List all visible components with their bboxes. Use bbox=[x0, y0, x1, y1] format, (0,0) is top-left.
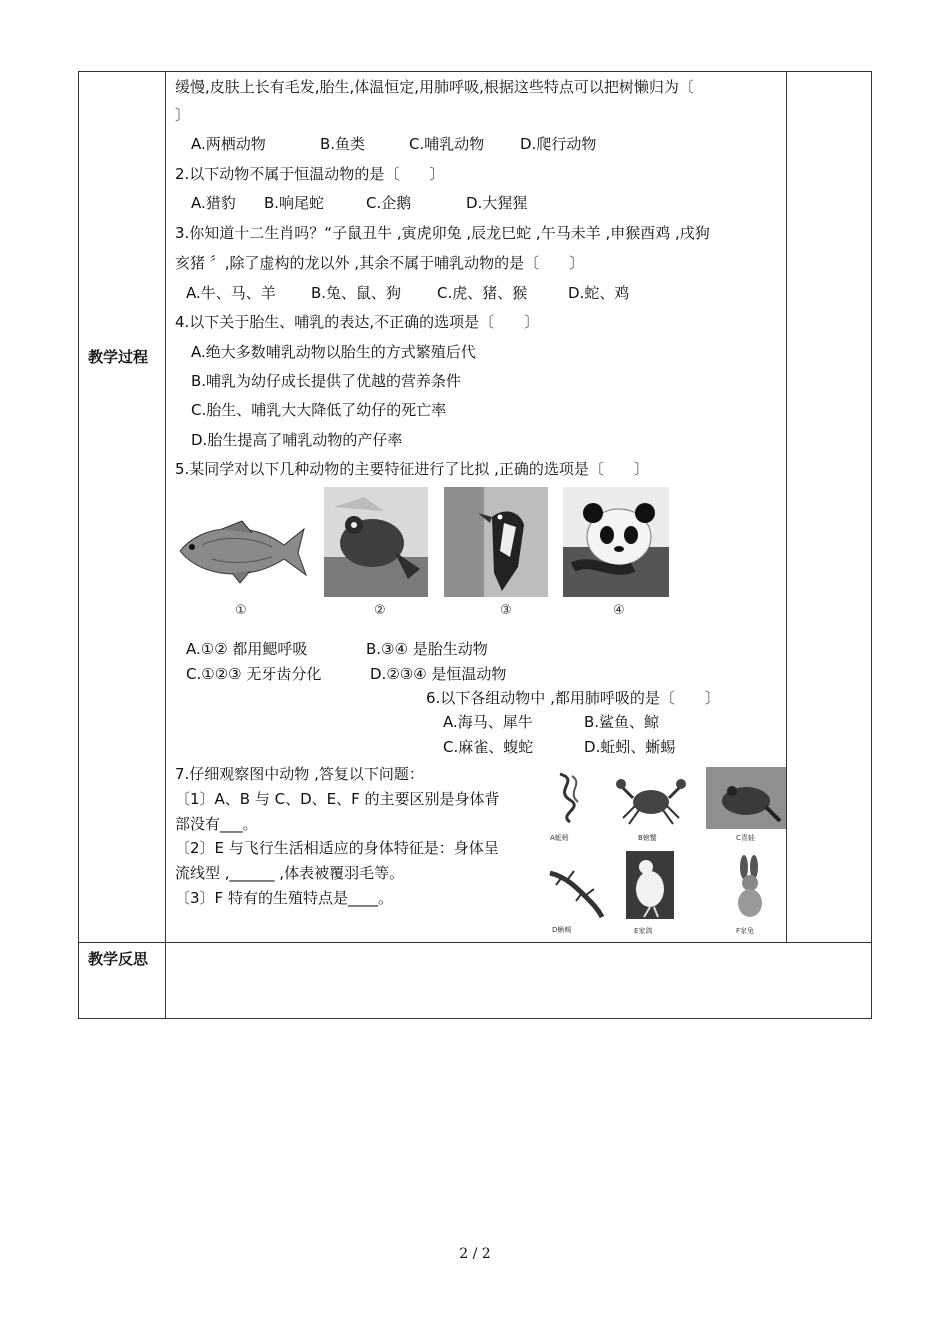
q7-label-e: E家鸽 bbox=[634, 927, 653, 935]
q1-option-b: B.鱼类 bbox=[320, 135, 366, 153]
q1-option-c: C.哺乳动物 bbox=[409, 135, 485, 153]
label-teaching-reflection: 教学反思 bbox=[88, 950, 149, 968]
frog-small-image bbox=[706, 767, 786, 829]
crab-image bbox=[615, 772, 687, 828]
q5-label-2: ② bbox=[374, 603, 386, 618]
rabbit-image bbox=[732, 855, 768, 921]
q2-option-b: B.响尾蛇 bbox=[264, 194, 325, 212]
page-number: 2 / 2 bbox=[459, 1246, 491, 1262]
earthworm-image bbox=[550, 770, 590, 826]
q5-option-a: A.①② 都用鳃呼吸 bbox=[186, 640, 308, 658]
q4-option-d: D.胎生提高了哺乳动物的产仔率 bbox=[191, 431, 403, 449]
q7-label-d: D蜥蜴 bbox=[552, 926, 572, 934]
table-border-left bbox=[78, 71, 79, 1019]
q3-line2: 亥猪 〞,除了虚构的龙以外 ,其余不属于哺乳动物的是〔 〕 bbox=[175, 254, 585, 272]
q6-option-b: B.鲨鱼、鲸 bbox=[584, 713, 660, 731]
q1-line1: 缓慢,皮肤上长有毛发,胎生,体温恒定,用肺呼吸,根据这些特点可以把树懒归为〔 bbox=[175, 78, 694, 96]
q2-option-c: C.企鹅 bbox=[366, 194, 412, 212]
q7-part3: 〔3〕F 特有的生殖特点是____。 bbox=[175, 889, 393, 907]
q3-option-c: C.虎、猪、猴 bbox=[437, 284, 528, 302]
q2-option-a: A.猎豹 bbox=[191, 194, 236, 212]
q3-option-a: A.牛、马、羊 bbox=[186, 284, 276, 302]
q7-part2-line2: 流线型 ,______ ,体表被覆羽毛等。 bbox=[175, 864, 405, 882]
fish-image bbox=[172, 515, 310, 587]
q7-part2-line1: 〔2〕E 与飞行生活相适应的身体特征是：身体呈 bbox=[175, 839, 499, 857]
panda-image bbox=[563, 487, 669, 597]
q2-option-d: D.大猩猩 bbox=[466, 194, 528, 212]
q1-line2: 〕 bbox=[175, 106, 191, 124]
q5-option-b: B.③④ 是胎生动物 bbox=[366, 640, 488, 658]
q3-line1: 3.你知道十二生肖吗？“子鼠丑牛 ,寅虎卯兔 ,辰龙巳蛇 ,午马未羊 ,申猴酉鸡 ,戌狗 bbox=[175, 224, 710, 242]
q4-option-b: B.哺乳为幼仔成长提供了优越的营养条件 bbox=[191, 372, 462, 390]
q4-option-a: A.绝大多数哺乳动物以胎生的方式繁殖后代 bbox=[191, 343, 476, 361]
q1-option-d: D.爬行动物 bbox=[520, 135, 597, 153]
q5-option-d: D.②③④ 是恒温动物 bbox=[370, 665, 507, 683]
table-border-right bbox=[871, 71, 872, 1019]
q2-stem: 2.以下动物不属于恒温动物的是〔 〕 bbox=[175, 165, 445, 183]
q1-option-a: A.两栖动物 bbox=[191, 135, 266, 153]
q7-label-b: B螃蟹 bbox=[638, 834, 657, 842]
q7-stem: 7.仔细观察图中动物 ,答复以下问题： bbox=[175, 765, 424, 783]
table-border-bottom bbox=[78, 1018, 872, 1019]
lizard-image bbox=[546, 863, 604, 919]
q4-option-c: C.胎生、哺乳大大降低了幼仔的死亡率 bbox=[191, 401, 447, 419]
q4-stem: 4.以下关于胎生、哺乳的表达,不正确的选项是〔 〕 bbox=[175, 313, 540, 331]
q6-option-c: C.麻雀、蝮蛇 bbox=[443, 738, 534, 756]
frog-image bbox=[324, 487, 428, 597]
q7-label-f: F家兔 bbox=[736, 927, 755, 935]
q5-option-c: C.①②③ 无牙齿分化 bbox=[186, 665, 322, 683]
q5-label-1: ① bbox=[235, 603, 247, 618]
q5-label-4: ④ bbox=[613, 603, 625, 618]
q3-option-b: B.兔、鼠、狗 bbox=[311, 284, 402, 302]
q6-option-a: A.海马、犀牛 bbox=[443, 713, 533, 731]
q5-label-3: ③ bbox=[500, 603, 512, 618]
q7-label-c: C青蛙 bbox=[736, 834, 755, 842]
q5-stem: 5.某同学对以下几种动物的主要特征进行了比拟 ,正确的选项是〔 〕 bbox=[175, 460, 649, 478]
q7-part1-line1: 〔1〕A、B 与 C、D、E、F 的主要区别是身体背 bbox=[175, 790, 500, 808]
column-divider bbox=[165, 71, 166, 1019]
pigeon-image bbox=[626, 851, 674, 919]
q6-option-d: D.蚯蚓、蜥蜴 bbox=[584, 738, 676, 756]
right-column-divider bbox=[786, 71, 787, 943]
q7-label-a: A蚯蚓 bbox=[550, 834, 569, 842]
label-teaching-process: 教学过程 bbox=[88, 348, 149, 366]
table-border-top bbox=[78, 71, 872, 72]
q6-stem: 6.以下各组动物中 ,都用肺呼吸的是〔 〕 bbox=[426, 689, 720, 707]
woodpecker-image bbox=[444, 487, 548, 597]
q7-part1-line2: 部没有___。 bbox=[175, 815, 258, 833]
row-divider bbox=[78, 942, 872, 943]
q3-option-d: D.蛇、鸡 bbox=[568, 284, 630, 302]
